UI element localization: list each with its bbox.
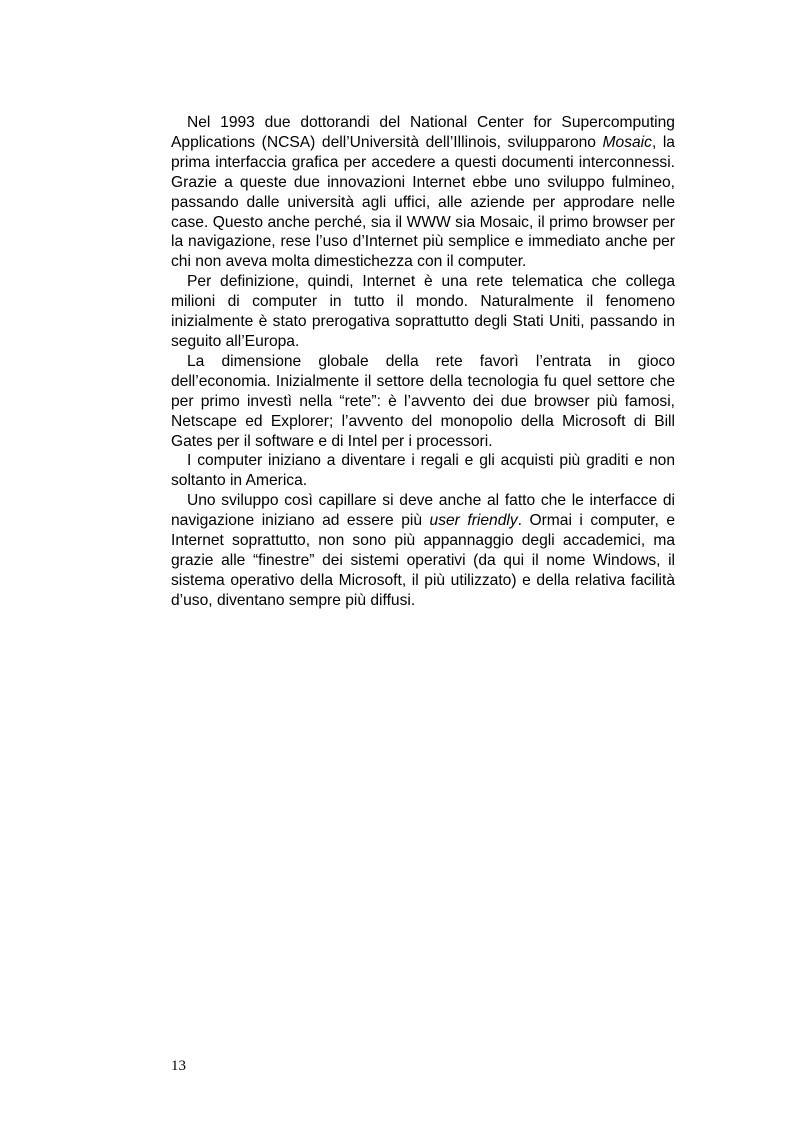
paragraph [171,113,675,272]
text-run: La dimensione globale della rete favorì l’entrata in gioco dell’economia. Inizialmente il settore della tecnologia fu quel settore che per primo investì nella “rete”: è l’avvento dei due browser più famosi, Netscape ed Explorer; l’avvento del monopolio della Microsoft di Bill Gates per il software e di Intel per i processori. [171,352,675,450]
text-run: I computer iniziano a diventare i regali e gli acquisti più graditi e non soltanto in America. [171,452,675,490]
paragraph [171,272,675,352]
paragraph [171,491,675,610]
text-run: Nel 1993 due dottorandi del National Center for Supercomputing Applications (NCSA) dell’Università dell’Illinois, svilupparono [171,114,675,151]
italic-term: user friendly [429,512,518,530]
text-run: Per definizione, quindi, Internet è una rete telematica che collega milioni di computer in tutto il mondo. Naturalmente il fenomeno inizialmente è stato prerogativa soprattutto degli Stati Uniti, passando in seguito all’Europa. [171,273,675,350]
paragraph [171,451,675,491]
body-text [171,113,675,611]
italic-term: Mosaic [602,133,652,151]
text-run: Uno sviluppo così capillare si deve anche al fatto che le interfacce di navigazione iniziano ad essere più [171,492,675,530]
text-run: . Ormai i computer, e Internet soprattutto, non sono più appannaggio degli accademici, ma grazie alle “finestre” dei sistemi operativi (da qui il nome Windows, il sistema operativo della Microsoft, il più utilizzato) e della relativa facilità d’uso, diventano sempre più diffusi. [171,512,675,609]
text-run: , la prima interfaccia grafica per accedere a questi documenti interconnessi. Grazie a queste due innovazioni Internet ebbe uno sviluppo fulmineo, passando dalle università agli uffici, alle aziende per approdare nelle case. Questo anche perché, sia il WWW sia Mosaic, il primo browser per la navigazione, rese l’uso d’Internet più semplice e immediato anche per chi non aveva molta dimestichezza con il computer. [171,133,675,271]
page-number: 13 [171,1058,186,1074]
paragraph [171,352,675,452]
